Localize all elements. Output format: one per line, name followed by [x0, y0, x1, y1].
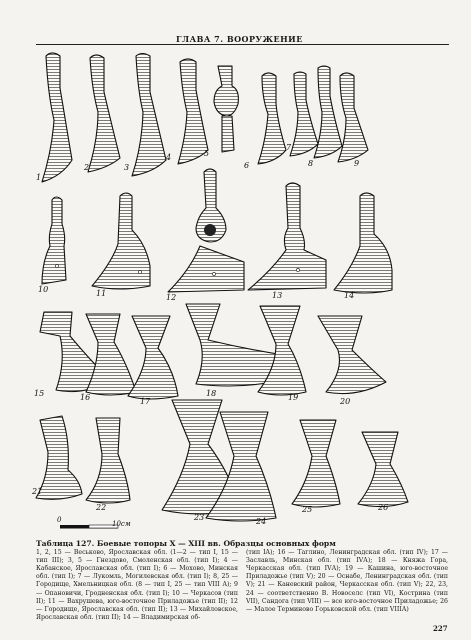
- scale-bar: [57, 516, 131, 528]
- fig-num-16: 16: [80, 393, 91, 402]
- axe-9: [338, 73, 368, 162]
- axe-3: [132, 54, 166, 177]
- scale-unit: 10см: [112, 520, 131, 528]
- fig-num-3: 3: [124, 163, 130, 172]
- fig-num-1: 1: [36, 173, 42, 182]
- axe-6: [258, 73, 286, 164]
- fig-num-10: 10: [38, 285, 49, 294]
- axe-1: [42, 53, 72, 182]
- fig-num-9: 9: [354, 159, 360, 168]
- axe-14: [334, 193, 392, 293]
- fig-num-4: 4: [166, 153, 172, 162]
- axe-19: [258, 306, 306, 395]
- axe-25: [292, 420, 340, 507]
- fig-num-23: 23: [194, 513, 205, 522]
- axe-8: [314, 66, 342, 158]
- fig-num-2: 2: [84, 163, 90, 172]
- fig-num-7: 7: [286, 143, 292, 152]
- socket-ring: [204, 224, 216, 236]
- page-number: 227: [433, 624, 448, 633]
- axe-21: [36, 416, 82, 499]
- axe-17: [128, 316, 178, 399]
- fig-num-14: 14: [344, 291, 355, 300]
- axe-5: [214, 66, 238, 152]
- axe-26: [358, 432, 408, 507]
- scale-zero: 0: [57, 516, 62, 524]
- fig-num-25: 25: [302, 505, 313, 514]
- fig-num-15: 15: [34, 389, 45, 398]
- fig-num-13: 13: [272, 291, 283, 300]
- caption-title: Таблица 127. Боевые топоры X — XIII вв. Образцы основных форм: [36, 539, 336, 548]
- fig-num-22: 22: [96, 503, 107, 512]
- fig-num-8: 8: [308, 159, 314, 168]
- fig-num-21: 21: [32, 487, 43, 496]
- fig-num-24: 24: [256, 517, 267, 526]
- axe-22: [86, 418, 130, 503]
- fig-num-19: 19: [288, 393, 299, 402]
- running-header: ГЛАВА 7. ВООРУЖЕНИЕ: [176, 34, 303, 44]
- fig-num-12: 12: [166, 293, 177, 302]
- plate-caption: [36, 540, 448, 622]
- axe-20: [318, 316, 386, 394]
- axe-7: [290, 72, 318, 156]
- fig-num-18: 18: [206, 389, 217, 398]
- fig-num-20: 20: [340, 397, 351, 406]
- caption-right-column: (тип IA); 16 — Таглино, Ленинградская обл. (тип IV); 17 — Заславль, Минская обл. (тип IVА); 18 — Княжа Гора, Черкасская обл. (тип IVА); 19 — Кашина, юго-восточное Приладожье (тип V); 20 — Оснабе, Ленинградская обл. (тип V); 21 — Каневский район, Черкасская обл. (тип V); 22, 23, 24 — соответственно В. Новоселс (тип VI), Кострина (тип VII), Сандога (тип VIII) — все юго-восточное Приладожье; 26 — Малое Терминово Горьковской обл. (тип VIIIА): [246, 549, 448, 613]
- caption-left-column: 1, 2, 15 — Веськово, Ярославская обл. (1—2 — тип I, 15 — тип III); 3, 5 — Гнездово, Смоленская обл. (тип I); 4 — Кабанское, Ярославская обл. (тип I); 6 — Мохово, Минская обл. (тип I); 7 — Лукомль, Могилевская обл. (тип I); 8, 25 — Городище, Хмельницкая обл. (8 — тип I, 25 — тип VIII А); 9 — Опановичи, Гродненская обл. (тип I); 10 — Черкасов (тип II); 11 — Вахрушева, юго-восточное Приладожье (тип II); 12 — Городище, Ярославская обл. (тип II); 13 — Михайловское, Ярославская обл. (тип II); 14 — Владимирская об-: [36, 549, 238, 621]
- axe-13: [248, 183, 326, 290]
- fig-num-26: 26: [378, 503, 389, 512]
- fig-num-11: 11: [96, 289, 107, 298]
- axe-2: [88, 55, 120, 172]
- fig-num-6: 6: [244, 161, 250, 170]
- fig-num-17: 17: [140, 397, 151, 406]
- axe-10: [42, 197, 66, 284]
- axe-11: [92, 193, 150, 289]
- axe-16: [86, 314, 136, 395]
- fig-num-5: 5: [204, 149, 210, 158]
